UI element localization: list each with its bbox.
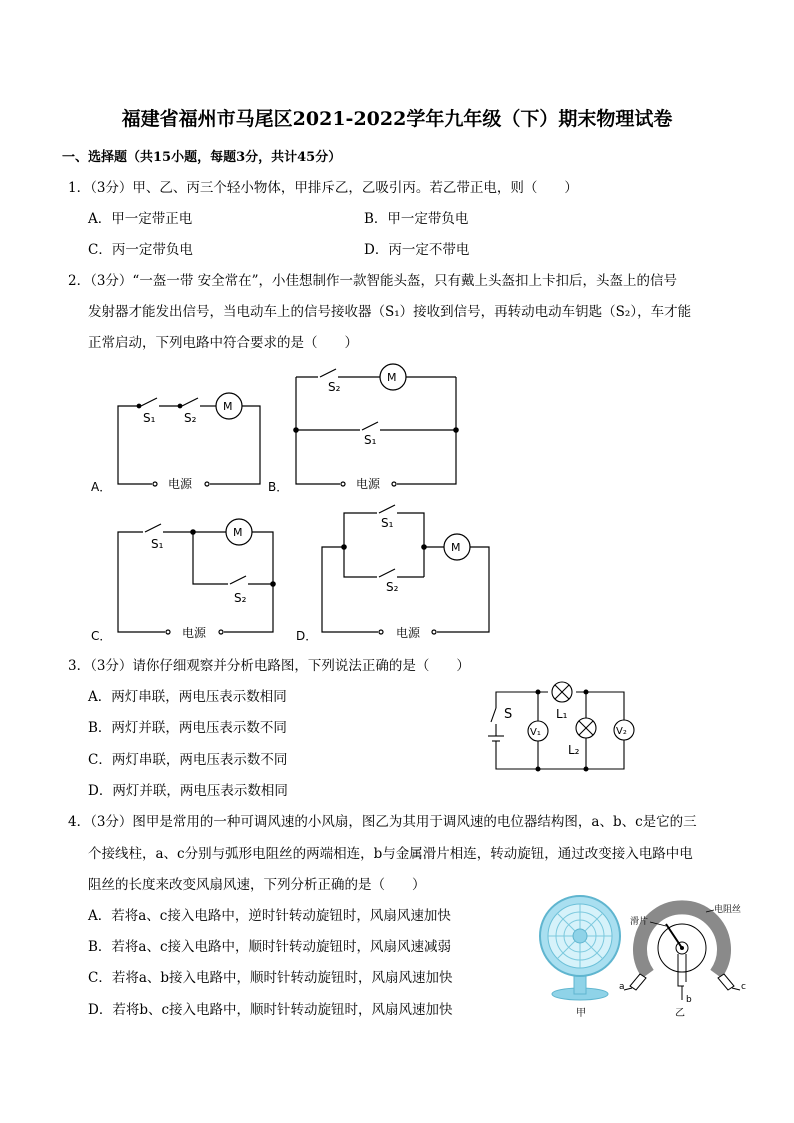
q3-switch-label: S [504, 707, 513, 722]
q3-v2-label: V₂ [616, 726, 627, 737]
q3-option-b: B．两灯并联，两电压表示数不同 [88, 720, 287, 736]
switch-s2-label-d: S₂ [386, 580, 399, 594]
power-label-c: 电源 [182, 626, 207, 640]
switch-s1-label-b: S₁ [364, 433, 377, 447]
q3-option-c: C．两灯串联，两电压表示数不同 [88, 752, 288, 768]
q2-circuits [0, 360, 794, 650]
power-label-a: 电源 [168, 477, 193, 491]
q2-stem-line3: 正常启动，下列电路中符合要求的是（ ） [88, 335, 358, 351]
switch-s2-label-a: S₂ [184, 411, 197, 425]
motor-label-d: M [451, 541, 461, 554]
terminal-b-label: b [686, 995, 692, 1005]
q3-option-a: A．两灯串联，两电压表示数相同 [88, 689, 287, 705]
q4-stem-line2: 个接线柱，a、c分别与弧形电阻丝的两端相连，b与金属滑片相连，转动旋钮，通过改变接入电路中电 [88, 846, 693, 862]
circuit-b [294, 364, 458, 486]
q1-option-a: A．甲一定带正电 [88, 211, 193, 227]
q4-option-b: B．若将a、c接入电路中，顺时针转动旋钮时，风扇风速减弱 [88, 939, 452, 955]
switch-s2-label-c: S₂ [234, 591, 247, 605]
q4-option-a: A．若将a、c接入电路中，逆时针转动旋钮时，风扇风速加快 [88, 908, 451, 924]
q2-label-a: A． [91, 480, 112, 494]
switch-s1-label-a: S₁ [143, 411, 156, 425]
q1-stem: 1．（3分）甲、乙、丙三个轻小物体，甲排斥乙，乙吸引丙。若乙带正电，则（ ） [68, 180, 578, 196]
q4-figures [520, 890, 750, 1020]
power-label-b: 电源 [356, 477, 381, 491]
motor-label-a: M [223, 400, 233, 413]
power-label-d: 电源 [396, 626, 421, 640]
fan-illustration [540, 896, 620, 1000]
q1-option-d: D．丙一定不带电 [364, 242, 470, 258]
switch-s1-label-d: S₁ [381, 516, 394, 530]
q2-label-d: D． [296, 629, 318, 643]
q2-label-b: B． [268, 480, 289, 494]
slider-label: 滑片 [630, 917, 649, 927]
q3-stem: 3．（3分）请你仔细观察并分析电路图，下列说法正确的是（ ） [68, 658, 470, 674]
circuit-a [118, 393, 260, 486]
q3-v1-label: V₁ [530, 727, 541, 738]
motor-label-b: M [387, 371, 397, 384]
terminal-a-label: a [619, 982, 625, 992]
q4-stem-line1: 4．（3分）图甲是常用的一种可调风速的小风扇，图乙为其用于调风速的电位器结构图，a、b、c是它的三 [68, 814, 697, 830]
q1-option-b: B．甲一定带负电 [364, 211, 469, 227]
fan-caption: 甲 [576, 1008, 586, 1019]
q3-l2-label: L₂ [568, 743, 580, 757]
page-title: 福建省福州市马尾区2021-2022学年九年级（下）期末物理试卷 [121, 108, 673, 130]
resistance-wire-label: 电阻丝 [714, 905, 742, 915]
terminal-c-label: c [741, 982, 746, 992]
q3-circuit [488, 678, 648, 778]
motor-label-c: M [233, 526, 243, 539]
circuit-c [118, 519, 275, 634]
q4-option-d: D．若将b、c接入电路中，顺时针转动旋钮时，风扇风速加快 [88, 1002, 453, 1018]
q2-stem-line1: 2．（3分）“一盔一带 安全常在”，小佳想制作一款智能头盔，只有戴上头盔扣上卡扣后，头盔上的信号 [68, 273, 678, 289]
potentiometer-caption: 乙 [675, 1008, 685, 1019]
q4-option-c: C．若将a、b接入电路中，顺时针转动旋钮时，风扇风速加快 [88, 970, 453, 986]
circuit-d [322, 505, 489, 634]
switch-s2-label-b: S₂ [328, 380, 341, 394]
section-heading: 一、选择题（共15小题，每题3分，共计45分） [62, 150, 342, 165]
switch-s1-label-c: S₁ [151, 537, 164, 551]
q2-label-c: C． [91, 629, 112, 643]
q3-option-d: D．两灯并联，两电压表示数相同 [88, 783, 288, 799]
q4-stem-line3: 阻丝的长度来改变风扇风速，下列分析正确的是（ ） [88, 877, 426, 893]
q1-option-c: C．丙一定带负电 [88, 242, 193, 258]
q2-stem-line2: 发射器才能发出信号，当电动车上的信号接收器（S₁）接收到信号，再转动电动车钥匙（S₂），车才能 [88, 304, 692, 320]
q3-l1-label: L₁ [556, 707, 568, 721]
